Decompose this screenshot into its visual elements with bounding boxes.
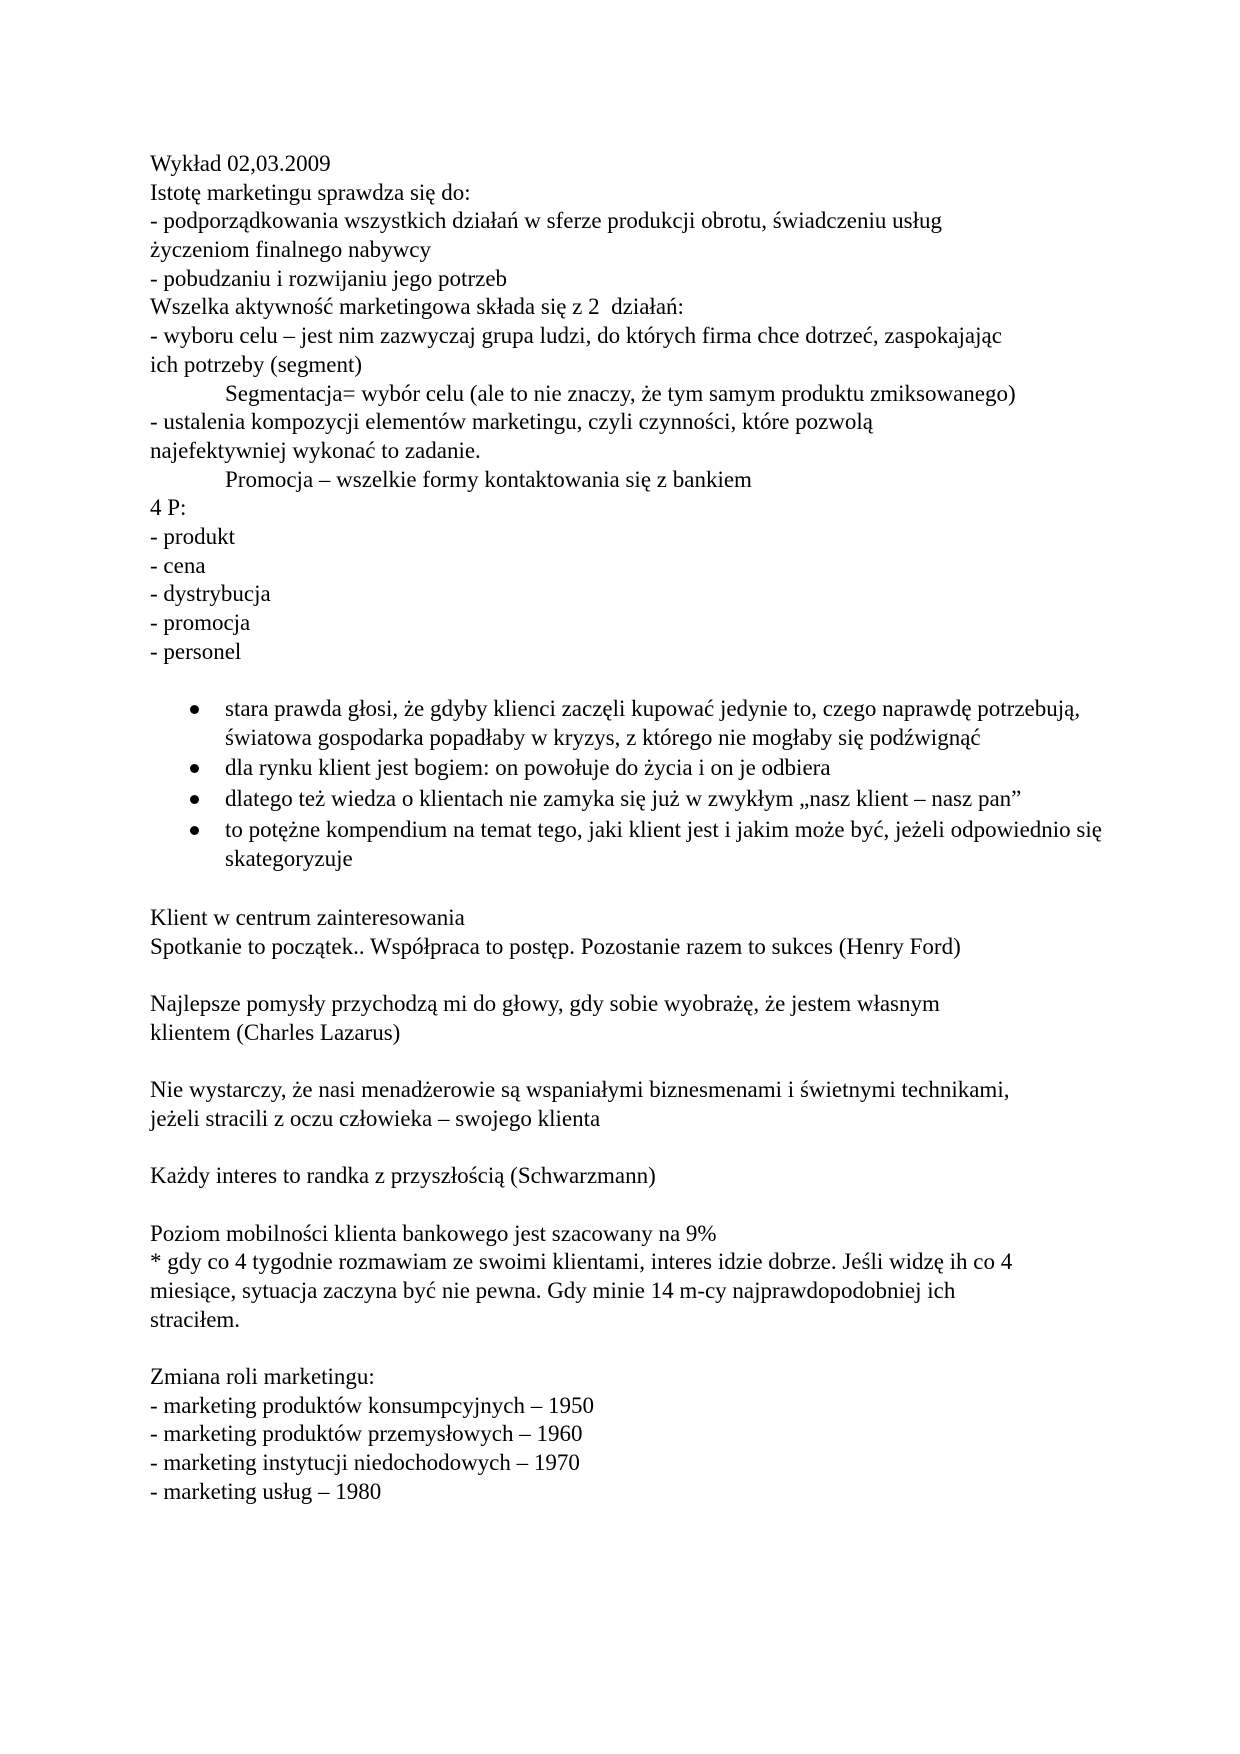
composition-line-2: najefektywniej wykonać to zadanie. <box>150 437 481 463</box>
bullet-item <box>150 816 1105 873</box>
four-p-item: - personel <box>150 638 242 664</box>
bullet-dot-icon <box>190 795 199 804</box>
role-change-item: - marketing usług – 1980 <box>150 1478 382 1504</box>
client-section-heading: Klient w centrum zainteresowania <box>150 904 465 930</box>
note-line-2: miesiące, sytuacja zaczyna być nie pewna. Gdy minie 14 m-cy najprawdopodobniej ich <box>150 1277 956 1303</box>
spacer <box>150 666 1110 695</box>
role-change-heading: Zmiana roli marketingu: <box>150 1363 375 1389</box>
intro-item-1-line-2: życzeniom finalnego nabywcy <box>150 237 431 263</box>
quote-managers-line-2: jeżeli stracili z oczu człowieka – swojego klienta <box>150 1105 601 1131</box>
note-line-1: * gdy co 4 tygodnie rozmawiam ze swoimi klientami, interes idzie dobrze. Jeśli widzę ih co 4 <box>150 1249 1013 1275</box>
target-line-2: ich potrzeby (segment) <box>150 351 363 377</box>
intro-lead: Istotę marketingu sprawdza się do: <box>150 179 471 205</box>
bullet-item <box>150 785 1105 814</box>
composition-line-1: - ustalenia kompozycji elementów marketingu, czyli czynności, które pozwolą <box>150 409 873 435</box>
four-p-heading: 4 P: <box>150 495 187 521</box>
bullet-text: dlatego też wiedza o klientach nie zamyka się już w zwykłym „nasz klient – nasz pan” <box>225 786 1022 812</box>
quote-lazarus-line-1: Najlepsze pomysły przychodzą mi do głowy, gdy sobie wyobrażę, że jestem własnym <box>150 991 940 1017</box>
promotion-note: Promocja – wszelkie formy kontaktowania się z bankiem <box>225 466 752 492</box>
four-p-item: - dystrybucja <box>150 581 271 607</box>
mobility-statement: Poziom mobilności klienta bankowego jest szacowany na 9% <box>150 1220 717 1246</box>
bullet-text: dla rynku klient jest bogiem: on powołuje do życia i on je odbiera <box>225 755 831 781</box>
bullet-dot-icon <box>190 764 199 773</box>
role-change-item: - marketing produktów konsumpcyjnych – 1950 <box>150 1392 594 1418</box>
activity-lead: Wszelka aktywność marketingowa składa się z 2 działań: <box>150 294 684 320</box>
bullet-item <box>150 754 1105 783</box>
bullet-text: to potężne kompendium na temat tego, jaki klient jest i jakim może być, jeżeli odpowiednio się skategoryzuje <box>225 816 1102 871</box>
spacer <box>150 961 1110 990</box>
target-line-1: - wyboru celu – jest nim zazwyczaj grupa ludzi, do których firma chce dotrzeć, zaspokajając <box>150 323 1002 349</box>
quote-lazarus-line-2: klientem (Charles Lazarus) <box>150 1019 401 1045</box>
document-page <box>150 150 1110 1506</box>
note-line-3: straciłem. <box>150 1306 241 1332</box>
quote-henry-ford: Spotkanie to początek.. Współpraca to postęp. Pozostanie razem to sukces (Henry Ford) <box>150 933 961 959</box>
bullet-item <box>150 695 1105 752</box>
spacer <box>150 1133 1110 1162</box>
role-change-item: - marketing instytucji niedochodowych – 1970 <box>150 1450 580 1476</box>
quote-managers-line-1: Nie wystarczy, że nasi menadżerowie są wspaniałymi biznesmenami i świetnymi technikami, <box>150 1077 1010 1103</box>
four-p-item: - promocja <box>150 610 251 635</box>
spacer <box>150 875 1110 904</box>
spacer <box>150 1334 1110 1363</box>
four-p-item: - produkt <box>150 523 235 549</box>
segmentation-note: Segmentacja= wybór celu (ale to nie znaczy, że tym samym produktu zmiksowanego) <box>225 380 1016 406</box>
spacer <box>150 1191 1110 1220</box>
bullet-dot-icon <box>190 826 199 835</box>
bullet-text: stara prawda głosi, że gdyby klienci zaczęli kupować jedynie to, czego naprawdę potrzebują, światowa gospodarka popadłaby w kryzys, z którego nie mogłaby się podźwignąć <box>225 696 1081 750</box>
lecture-title: Wykład 02,03.2009 <box>150 151 331 176</box>
bullet-list <box>150 695 1110 873</box>
quote-schwarzmann: Każdy interes to randka z przyszłością (Schwarzmann) <box>150 1163 656 1189</box>
spacer <box>150 1047 1110 1076</box>
role-change-item: - marketing produktów przemysłowych – 1960 <box>150 1421 583 1447</box>
bullet-dot-icon <box>190 705 199 714</box>
intro-item-2: - pobudzaniu i rozwijaniu jego potrzeb <box>150 265 508 291</box>
four-p-item: - cena <box>150 552 206 578</box>
intro-item-1-line-1: - podporządkowania wszystkich działań w sferze produkcji obrotu, świadczeniu usług <box>150 208 942 234</box>
